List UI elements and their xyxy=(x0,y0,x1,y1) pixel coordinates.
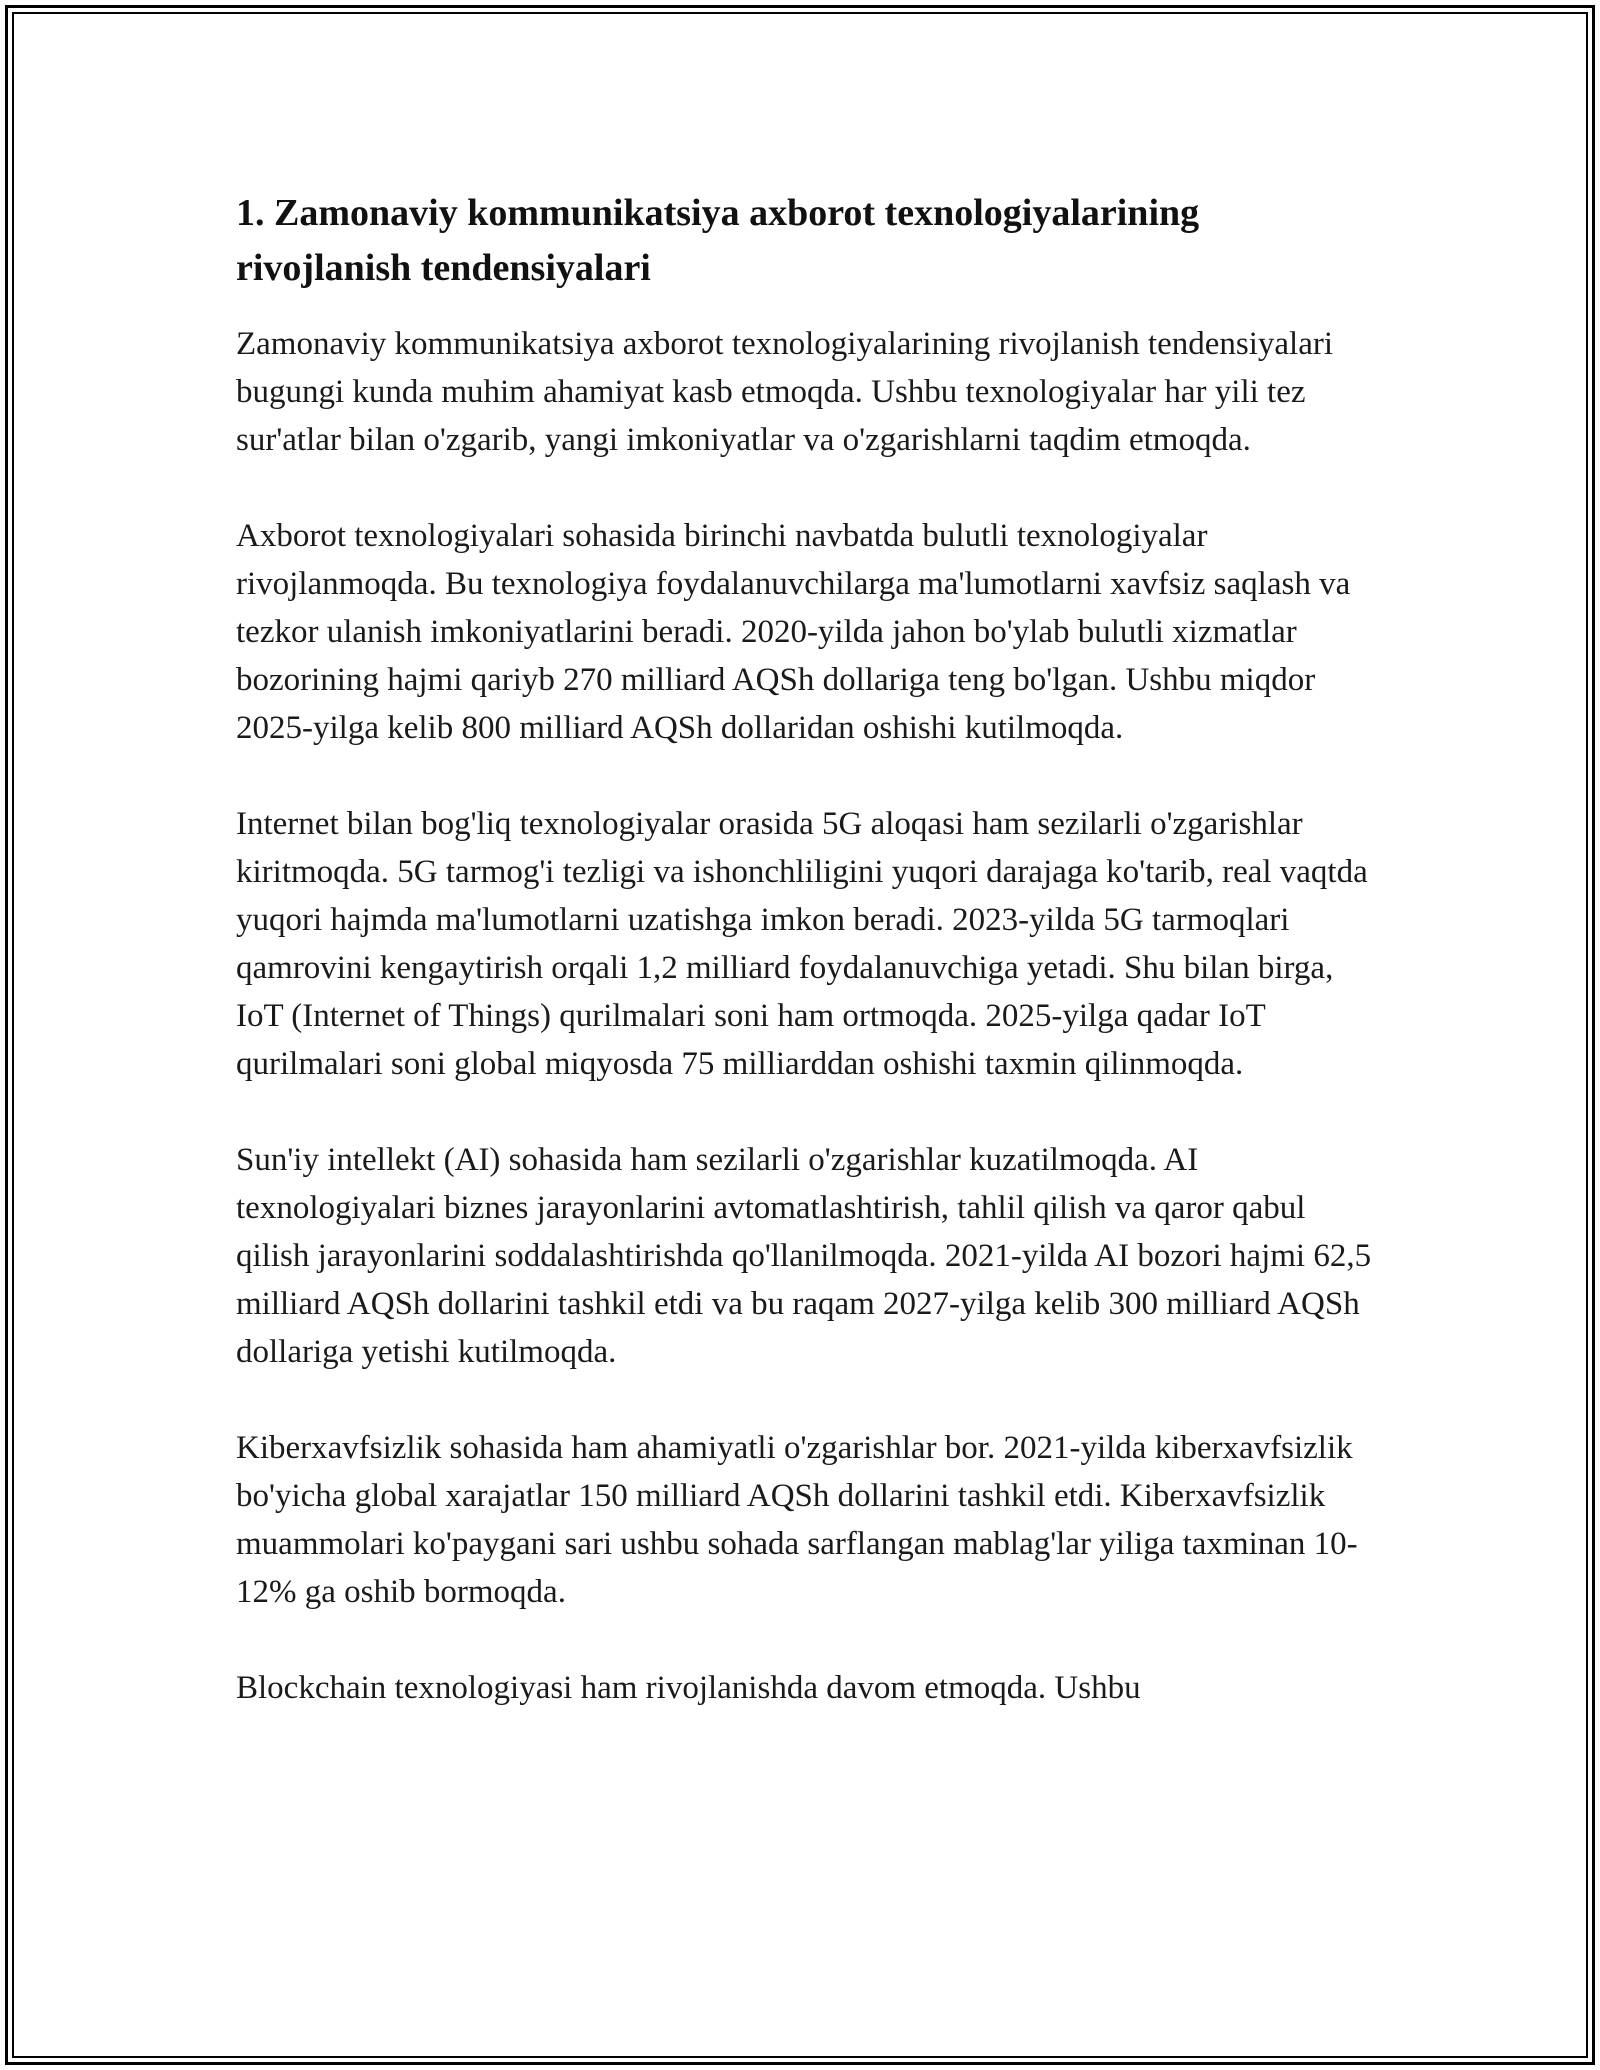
paragraph-5g-iot: Internet bilan bog'liq texnologiyalar orasida 5G aloqasi ham sezilarli o'zgarishlar kiritmoqda. 5G tarmog'i tezligi va ishonchliligini yuqori darajaga ko'tarib, real vaqtda yuqori hajmda ma'lumotlarni uzatishga imkon beradi. 2023-yilda 5G tarmoqlari qamrovini kengaytirish orqali 1,2 milliard foydalanuvchiga yetadi. Shu bilan birga, IoT (Internet of Things) qurilmalari soni ham ortmoqda. 2025-yilga qadar IoT qurilmalari soni global miqyosda 75 milliarddan oshishi taxmin qilinmoqda. xyxy=(236,806,1368,1082)
document-body xyxy=(236,186,1376,1760)
paragraph-cloud: Axborot texnologiyalari sohasida birinchi navbatda bulutli texnologiyalar rivojlanmoqda. Bu texnologiya foydalanuvchilarga ma'lumotlarni xavfsiz saqlash va tezkor ulanish imkoniyatlarini beradi. 2020-yilda jahon bo'ylab bulutli xizmatlar bozorining hajmi qariyb 270 milliard AQSh dollariga teng bo'lgan. Ushbu miqdor 2025-yilga kelib 800 milliard AQSh dollaridan oshishi kutilmoqda. xyxy=(236,518,1351,746)
paragraph-cybersecurity: Kiberxavfsizlik sohasida ham ahamiyatli o'zgarishlar bor. 2021-yilda kiberxavfsizlik bo'yicha global xarajatlar 150 milliard AQSh dollarini tashkil etdi. Kiberxavfsizlik muammolari ko'paygani sari ushbu sohada sarflangan mablag'lar yiliga taxminan 10-12% ga oshib bormoqda. xyxy=(236,1430,1358,1610)
paragraph-intro: Zamonaviy kommunikatsiya axborot texnologiyalarining rivojlanish tendensiyalari bugungi kunda muhim ahamiyat kasb etmoqda. Ushbu texnologiyalar har yili tez sur'atlar bilan o'zgarib, yangi imkoniyatlar va o'zgarishlarni taqdim etmoqda. xyxy=(236,326,1334,458)
section-heading: 1. Zamonaviy kommunikatsiya axborot texnologiyalarining rivojlanish tendensiyalari xyxy=(236,192,1200,289)
paragraph-blockchain: Blockchain texnologiyasi ham rivojlanishda davom etmoqda. Ushbu xyxy=(236,1670,1141,1706)
paragraph-ai: Sun'iy intellekt (AI) sohasida ham sezilarli o'zgarishlar kuzatilmoqda. AI texnologiyalari biznes jarayonlarini avtomatlashtirish, tahlil qilish va qaror qabul qilish jarayonlarini soddalashtirishda qo'llanilmoqda. 2021-yilda AI bozori hajmi 62,5 milliard AQSh dollarini tashkil etdi va bu raqam 2027-yilga kelib 300 milliard AQSh dollariga yetishi kutilmoqda. xyxy=(236,1142,1372,1370)
